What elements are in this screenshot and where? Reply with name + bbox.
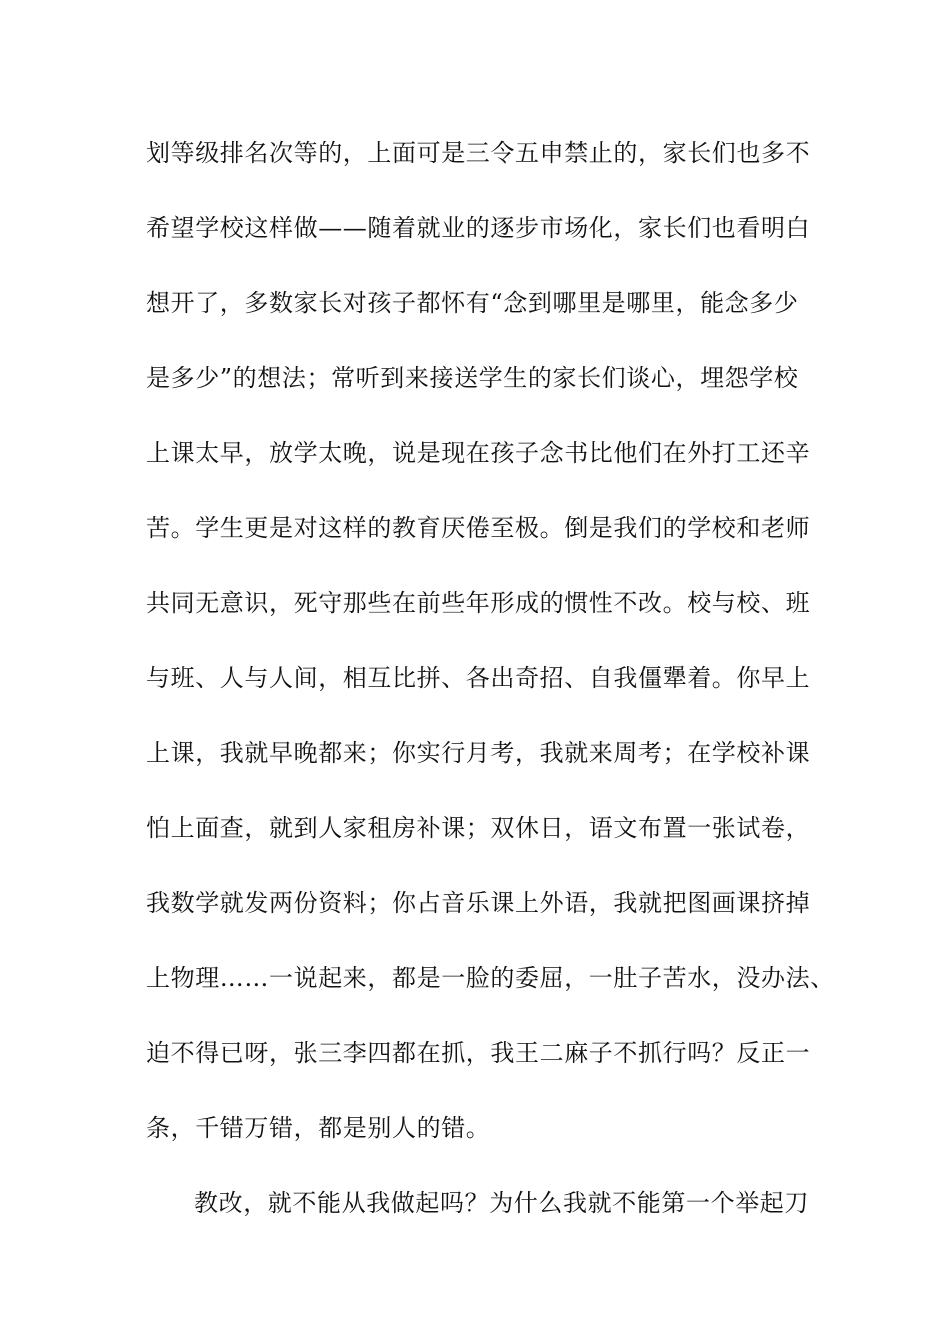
text-line: 上物理……一说起来，都是一脸的委屈，一肚子苦水，没办法、 <box>146 964 835 992</box>
text-line: 是多少”的想法；常听到来接送学生的家长们谈心，埋怨学校 <box>146 364 799 392</box>
text-line: 想开了，多数家长对孩子都怀有“念到哪里是哪里，能念多少 <box>146 289 799 317</box>
body-text <box>146 128 836 1253</box>
text-line: 苦。学生更是对这样的教育厌倦至极。倒是我们的学校和老师 <box>146 514 811 542</box>
text-line: 划等级排名次等的，上面可是三令五申禁止的，家长们也多不 <box>146 139 811 167</box>
text-line: 希望学校这样做——随着就业的逐步市场化，家长们也看明白 <box>146 214 811 242</box>
text-line: 条，千错万错，都是别人的错。 <box>146 1114 491 1142</box>
text-line: 迫不得已呀，张三李四都在抓，我王二麻子不抓行吗？反正一 <box>146 1039 811 1067</box>
text-line: 怕上面查，就到人家租房补课；双休日，语文布置一张试卷， <box>146 814 811 842</box>
text-line: 上课太早，放学太晚，说是现在孩子念书比他们在外打工还辛 <box>146 439 811 467</box>
text-line: 与班、人与人间，相互比拼、各出奇招、自我僵犟着。你早上 <box>146 664 811 692</box>
text-line: 上课，我就早晚都来；你实行月考，我就来周考；在学校补课 <box>146 739 811 767</box>
paragraph-first-line: 教改，就不能从我做起吗？为什么我就不能第一个举起刀 <box>194 1189 809 1217</box>
text-line: 共同无意识，死守那些在前些年形成的惯性不改。校与校、班 <box>146 589 811 617</box>
text-line: 我数学就发两份资料；你占音乐课上外语，我就把图画课挤掉 <box>146 889 811 917</box>
